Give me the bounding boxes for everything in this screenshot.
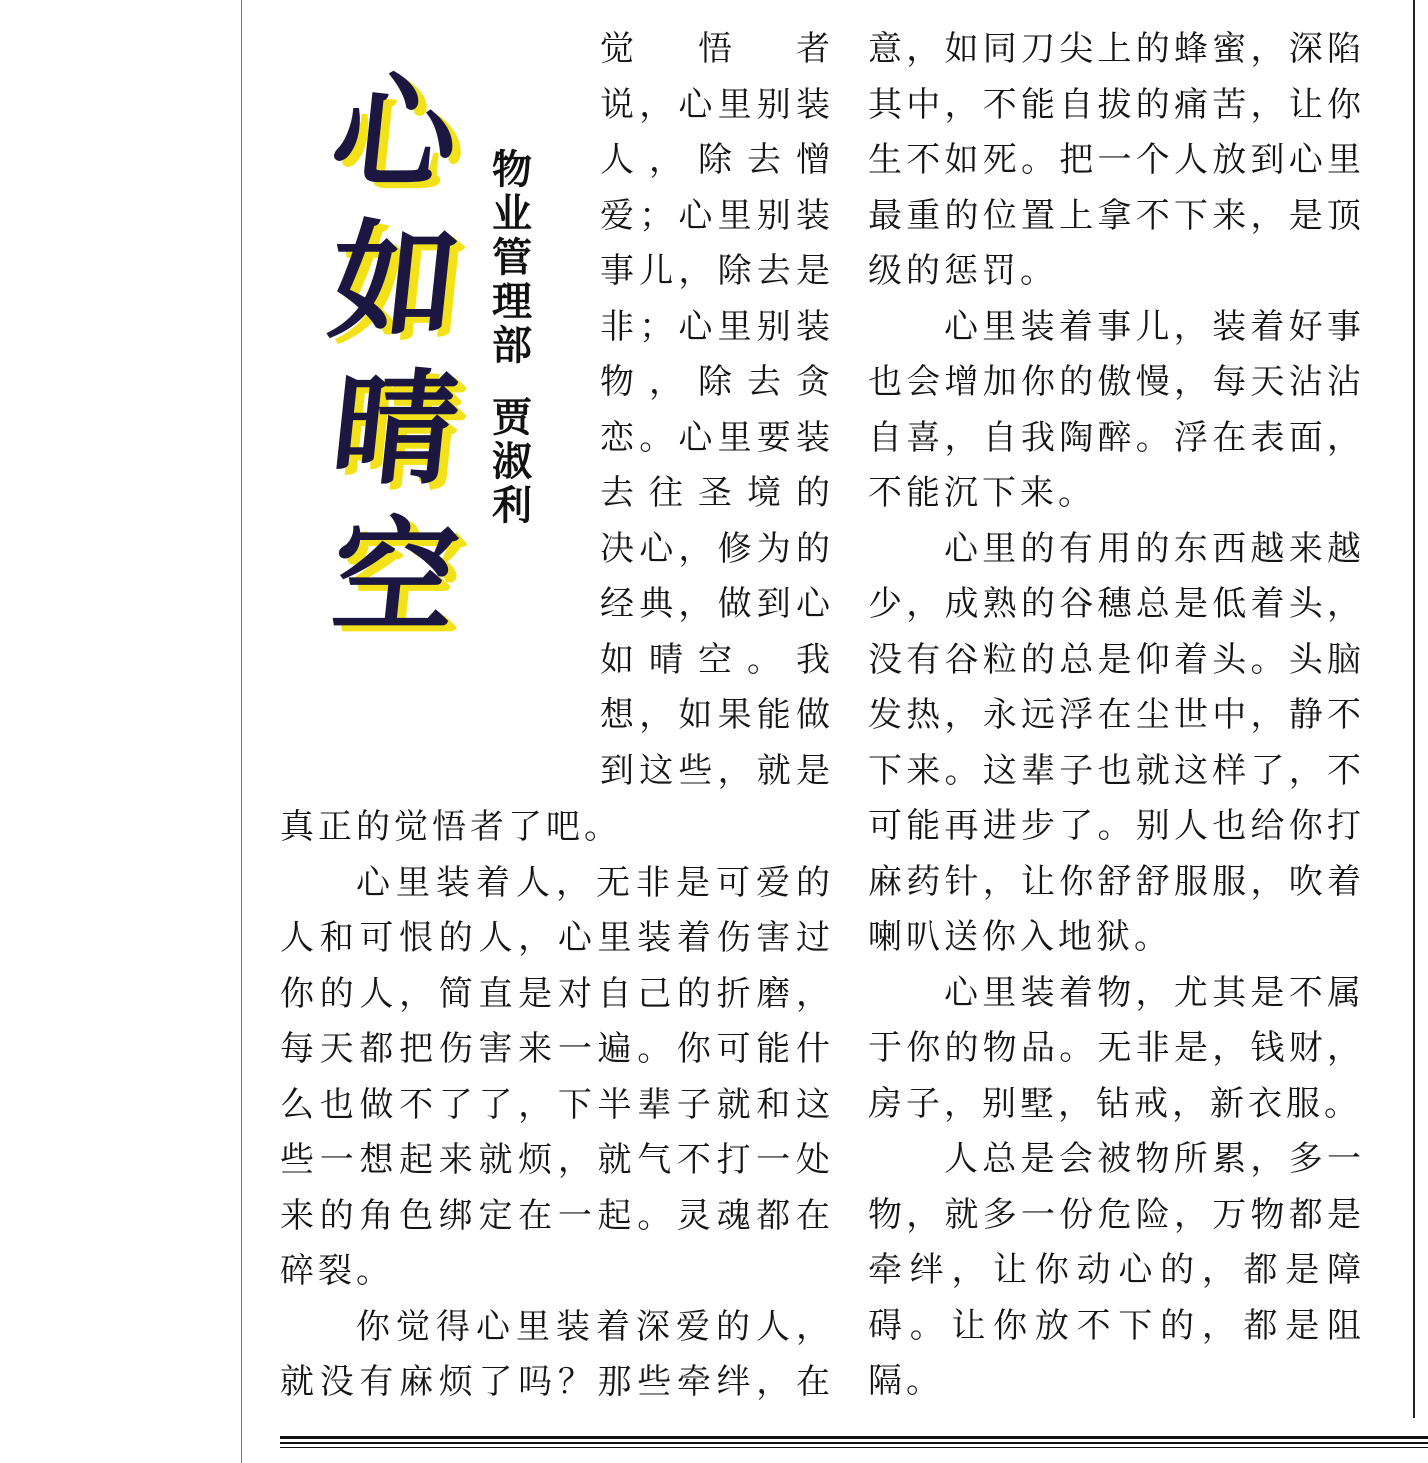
- title-char-4: 空: [325, 505, 465, 650]
- page-margin-rule-left: [241, 0, 242, 1463]
- text-line: 觉悟者: [600, 29, 834, 69]
- title-char-2: 如: [323, 207, 467, 357]
- title-char-1: 心: [325, 61, 465, 206]
- text-line: 决心，修为的: [600, 528, 834, 569]
- page-margin-rule-right: [1413, 0, 1415, 1418]
- byline-char: 物: [492, 147, 532, 193]
- paragraph: 人总是会被物所累，多一物，就多一份危险，万物都是牵绊，让你动心的，都是障碍。让你放不下的，都是阻隔。: [868, 1139, 1365, 1401]
- text-line: 事儿，除去是: [600, 251, 834, 291]
- bottom-rule: [280, 1436, 1428, 1439]
- text-line: 经典，做到心: [600, 584, 834, 624]
- paragraph: 你觉得心里装着深爱的人，就没有麻烦了吗？那些牵绊，在: [280, 1306, 834, 1402]
- paragraph: 心里装着人，无非是可爱的人和可恨的人，心里装着伤害过你的人，简直是对自己的折磨，每天都把伤害来一遍。你可能什么也做不了了，下半辈子就和这些一想起来就烦，就气不打一处来的角色绑定在一起。灵魂都在碎裂。: [280, 862, 834, 1291]
- article-title: [320, 60, 470, 652]
- paragraph: 心里的有用的东西越来越少，成熟的谷穗总是低着头，没有谷粒的总是仰着头。头脑发热，永远浮在尘世中，静不下来。这辈子也就这样了，不可能再进步了。别人也给你打麻药针，让你舒舒服服，吹着喇叭送你入地狱。: [868, 528, 1365, 957]
- text-line: 非；心里别装: [600, 306, 834, 347]
- byline-spacer: [487, 368, 537, 396]
- byline-char: 淑: [492, 439, 532, 485]
- bottom-rule: [280, 1442, 1428, 1444]
- byline-char: 利: [492, 483, 532, 529]
- byline: [487, 148, 537, 528]
- text-line: 如晴空。我: [600, 639, 834, 680]
- text-line: 物，除去贪: [600, 362, 834, 402]
- bottom-rule: [280, 1447, 1428, 1448]
- byline-department: [487, 148, 537, 368]
- paragraph: 心里装着事儿，装着好事也会增加你的傲慢，每天沾沾自喜，自我陶醉。浮在表面，不能沉下来。: [868, 306, 1365, 513]
- text-line: 去往圣境的: [600, 473, 834, 513]
- byline-char: 贾: [492, 395, 532, 441]
- byline-char: 部: [492, 323, 532, 369]
- text-line: 爱；心里别装: [600, 195, 834, 236]
- byline-char: 管: [492, 235, 532, 281]
- byline-author: [487, 396, 537, 528]
- byline-char: 理: [492, 279, 532, 325]
- text-line: 到这些，就是: [600, 750, 834, 791]
- byline-char: 业: [492, 191, 532, 237]
- title-char-3: 晴: [325, 357, 465, 502]
- paragraph: 心里装着物，尤其是不属于你的物品。无非是，钱财，房子，别墅，钻戒，新衣服。: [868, 972, 1365, 1124]
- column2-body: [868, 22, 1365, 1410]
- text-line: 想，如果能做: [600, 695, 834, 735]
- column1-body: [280, 800, 834, 1411]
- column1-intro: [600, 22, 834, 799]
- paragraph: 意，如同刀尖上的蜂蜜，深陷其中，不能自拔的痛苦，让你生不如死。把一个人放到心里最重的位置上拿不下来，是顶级的惩罚。: [868, 29, 1365, 291]
- paragraph-intro-tail: 真正的觉悟者了吧。: [280, 807, 622, 847]
- text-line: 恋。心里要装: [600, 417, 834, 458]
- text-line: 说，心里别装: [600, 84, 834, 125]
- text-line: 人，除去憎: [600, 140, 834, 180]
